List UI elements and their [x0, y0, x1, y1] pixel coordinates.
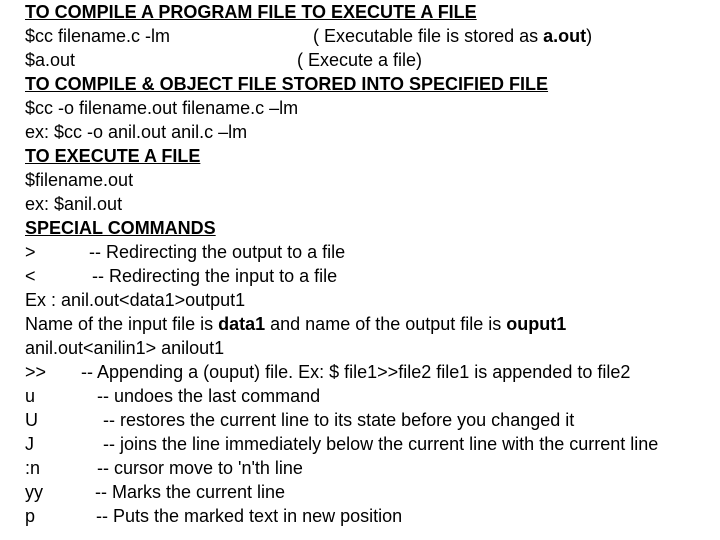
compile-note-suffix: ): [586, 26, 593, 46]
append-key: >>: [25, 362, 47, 382]
redirect-input-key: <: [25, 266, 36, 286]
command-key: U: [25, 410, 38, 430]
execute-default-note: ( Execute a file): [297, 50, 423, 70]
command-desc: -- Puts the marked text in new position: [96, 506, 403, 526]
file-names-middle: and name of the output file is: [265, 314, 507, 334]
file-names-prefix: Name of the input file is: [25, 314, 219, 334]
heading-special-commands: SPECIAL COMMANDS: [25, 218, 216, 238]
heading-compile-program: TO COMPILE A PROGRAM FILE TO EXECUTE A FILE: [25, 2, 477, 22]
execute-default-command: $a.out: [25, 50, 76, 70]
command-key: p: [25, 506, 36, 526]
execute-example: ex: $anil.out: [25, 194, 123, 214]
command-desc: -- Marks the current line: [95, 482, 286, 502]
execute-command: $filename.out: [25, 170, 134, 190]
command-desc: -- cursor move to 'n'th line: [97, 458, 303, 478]
append-desc: -- Appending a (ouput) file. Ex: $ file1>>file2 file1 is appended to file2: [81, 362, 631, 382]
compile-note-output-file: a.out: [543, 26, 587, 46]
compile-note: [313, 24, 592, 48]
heading-compile-object: TO COMPILE & OBJECT FILE STORED INTO SPECIFIED FILE: [25, 74, 549, 94]
compile-note-prefix: ( Executable file is stored as: [313, 26, 544, 46]
command-key: u: [25, 386, 36, 406]
compile-object-example: ex: $cc -o anil.out anil.c –lm: [25, 122, 248, 142]
redirect-file-names: [25, 312, 566, 336]
heading-execute: TO EXECUTE A FILE: [25, 146, 201, 166]
redirect-input-desc: -- Redirecting the input to a file: [92, 266, 338, 286]
command-key: :n: [25, 458, 41, 478]
output-file-name: ouput1: [506, 314, 567, 334]
redirect-output-desc: -- Redirecting the output to a file: [89, 242, 346, 262]
compile-command: $cc filename.c -lm: [25, 26, 171, 46]
command-desc: -- restores the current line to its state before you changed it: [103, 410, 575, 430]
command-desc: -- joins the line immediately below the current line with the current line: [103, 434, 659, 454]
command-key: J: [25, 434, 34, 454]
redirect-output-key: >: [25, 242, 36, 262]
input-file-name: data1: [218, 314, 266, 334]
redirect-example: Ex : anil.out<data1>output1: [25, 290, 246, 310]
compile-object-command: $cc -o filename.out filename.c –lm: [25, 98, 299, 118]
command-desc: -- undoes the last command: [97, 386, 321, 406]
command-key: yy: [25, 482, 43, 502]
redirect-example-2: anil.out<anilin1> anilout1: [25, 338, 225, 358]
